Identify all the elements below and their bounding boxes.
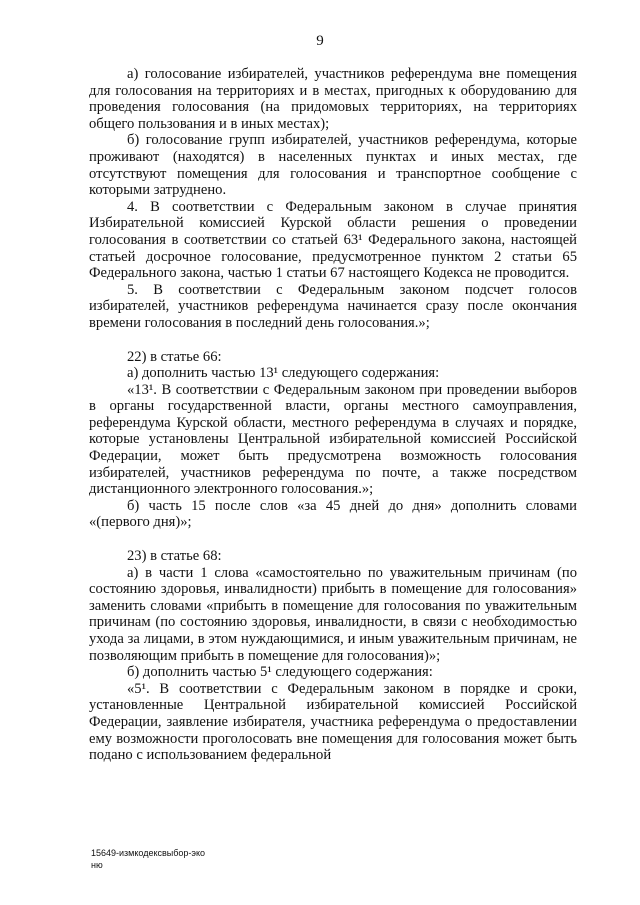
item-22b: б) часть 15 после слов «за 45 дней до дня» дополнить словами «(первого дня)»; bbox=[89, 497, 577, 531]
page-number: 9 bbox=[316, 33, 324, 49]
item-23-heading: 23) в статье 68: bbox=[127, 548, 222, 565]
paragraph-4: 4. В соответствии с Федеральным законом в случае принятия Избирательной комиссией Курской области решения о проведении голосования в соответствии со статьей 63¹ Федерального закона, настоящей статьей досрочное голосование, предусмотренное пунктом 2 статьи 65 Федерального закона, частью 1 статьи 67 настоящего Кодекса не проводится. bbox=[89, 198, 577, 282]
document-body bbox=[89, 66, 577, 764]
footer-code-line2: ню bbox=[91, 860, 103, 870]
paragraph-gap bbox=[89, 531, 577, 548]
footer-code: 15649-измкодексвыбор-эко bbox=[91, 848, 206, 858]
paragraph-3b: б) голосование групп избирателей, участников референдума, которые проживают (находятся) в населенных пунктах и иных местах, где отсутствуют помещения для голосования и транспортное сообщение с которыми затруднено. bbox=[89, 132, 577, 199]
paragraph-gap bbox=[89, 332, 577, 349]
item-22-heading: 22) в статье 66: bbox=[127, 348, 222, 365]
item-22a-text: «13¹. В соответствии с Федеральным законом при проведении выборов в органы государственной власти, органы местного самоуправления, референдума Курской области, местного референдума в случаях и порядке, которые установлены Центральной избирательной комиссией Российской Федерации, может быть предусмотрена возможность голосования избирателей, участников референдума по почте, а также посредством дистанционного электронного голосования.»; bbox=[89, 381, 577, 498]
paragraph-5: 5. В соответствии с Федеральным законом подсчет голосов избирателей, участников референдума начинается сразу после окончания времени голосования в последний день голосования.»; bbox=[89, 281, 577, 331]
item-23b-text: «5¹. В соответствии с Федеральным законом в порядке и сроки, установленные Центральной избирательной комиссией Российской Федерации, заявление избирателя, участника референдума о предоставлении ему возможности проголосовать вне помещения для голосования может быть подано с использованием федеральной bbox=[89, 680, 577, 764]
document-footer bbox=[91, 847, 211, 871]
paragraph-3a: а) голосование избирателей, участников референдума вне помещения для голосования на территориях и в местах, пригодных к оборудованию для проведения голосования (на придомовых территориях, на территориях общего пользования и в иных местах); bbox=[89, 66, 577, 132]
item-23b: б) дополнить частью 5¹ следующего содержания: bbox=[127, 664, 433, 681]
item-23a: а) в части 1 слова «самостоятельно по уважительным причинам (по состоянию здоровья, инвалидности) прибыть в помещение для голосования» заменить словами «прибыть в помещение для голосования по уважительным причинам (по состоянию здоровья, инвалидности, в связи с необходимостью ухода за лицами, в этом нуждающимися, и иным уважительным причинам, не позволяющим прибыть в помещение для голосования)»; bbox=[89, 564, 577, 664]
item-22a: а) дополнить частью 13¹ следующего содержания: bbox=[127, 365, 440, 382]
